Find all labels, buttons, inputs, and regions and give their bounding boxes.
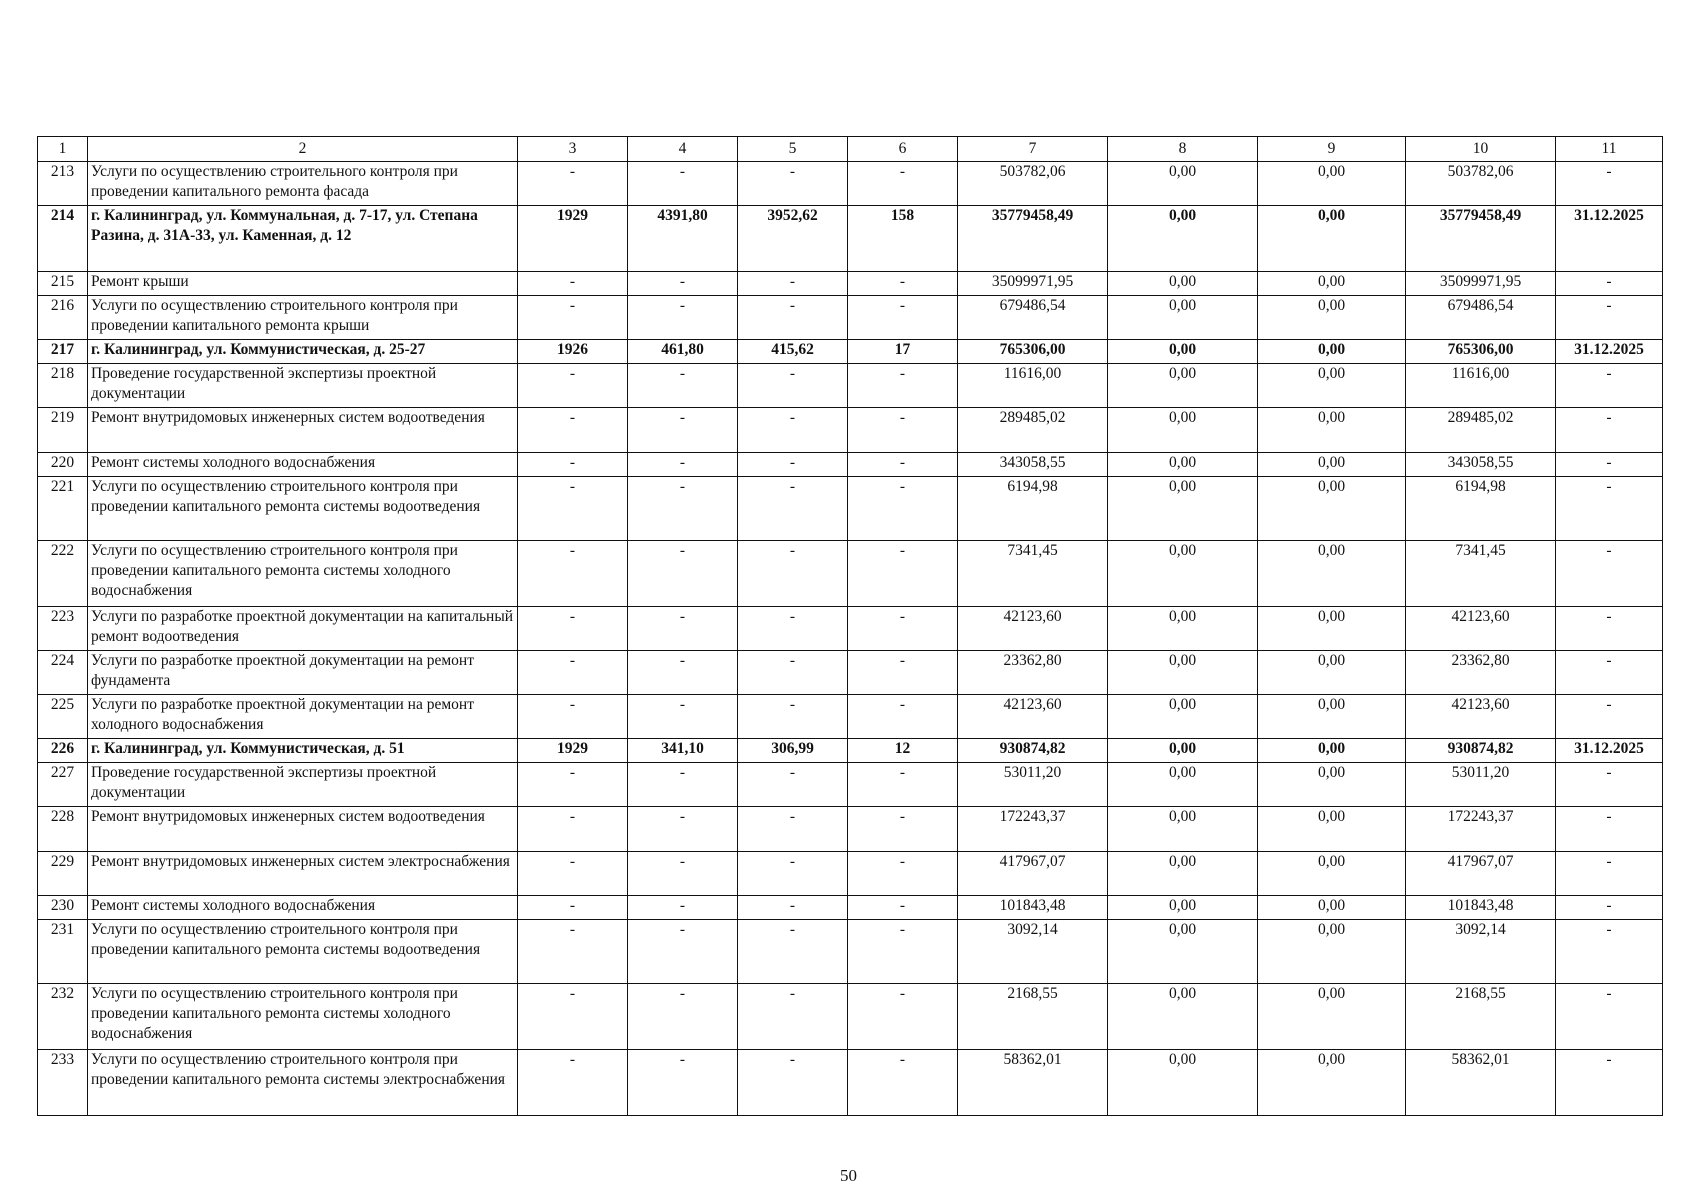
row-description: Услуги по осуществлению строительного контроля при проведении капитального ремонта системы водоотведения xyxy=(88,477,518,541)
cell-col-3: - xyxy=(518,453,628,477)
cell-col-3: - xyxy=(518,272,628,296)
cell-col-6: - xyxy=(848,896,958,920)
cell-col-8: 0,00 xyxy=(1108,364,1258,408)
cell-col-5: - xyxy=(738,651,848,695)
row-number: 214 xyxy=(38,206,88,272)
cell-col-10: 11616,00 xyxy=(1406,364,1556,408)
cell-col-7: 58362,01 xyxy=(958,1050,1108,1116)
cell-col-8: 0,00 xyxy=(1108,340,1258,364)
row-number: 222 xyxy=(38,541,88,607)
cell-col-8: 0,00 xyxy=(1108,920,1258,984)
cell-col-3: - xyxy=(518,651,628,695)
cell-col-5: - xyxy=(738,408,848,453)
cell-col-6: - xyxy=(848,453,958,477)
cell-col-7: 23362,80 xyxy=(958,651,1108,695)
cell-col-8: 0,00 xyxy=(1108,162,1258,206)
cell-col-11: - xyxy=(1556,296,1663,340)
cell-col-6: - xyxy=(848,763,958,807)
column-number: 10 xyxy=(1406,137,1556,162)
cell-col-4: - xyxy=(628,477,738,541)
cell-col-5: 415,62 xyxy=(738,340,848,364)
cell-col-7: 679486,54 xyxy=(958,296,1108,340)
row-description: Ремонт внутридомовых инженерных систем электроснабжения xyxy=(88,852,518,896)
cell-col-11: - xyxy=(1556,763,1663,807)
cell-col-11: - xyxy=(1556,852,1663,896)
row-description: Проведение государственной экспертизы проектной документации xyxy=(88,364,518,408)
cell-col-7: 42123,60 xyxy=(958,607,1108,651)
table-row xyxy=(38,453,1663,477)
cell-col-5: - xyxy=(738,364,848,408)
row-description: Ремонт системы холодного водоснабжения xyxy=(88,453,518,477)
cell-col-9: 0,00 xyxy=(1258,739,1406,763)
cell-col-3: - xyxy=(518,607,628,651)
table-row xyxy=(38,807,1663,852)
cell-col-10: 101843,48 xyxy=(1406,896,1556,920)
cell-col-4: - xyxy=(628,296,738,340)
cell-col-10: 23362,80 xyxy=(1406,651,1556,695)
cell-col-11: - xyxy=(1556,807,1663,852)
cell-col-4: - xyxy=(628,920,738,984)
cell-col-7: 6194,98 xyxy=(958,477,1108,541)
cell-col-3: - xyxy=(518,541,628,607)
row-description: Услуги по осуществлению строительного контроля при проведении капитального ремонта крыши xyxy=(88,296,518,340)
cell-col-6: - xyxy=(848,852,958,896)
cell-col-8: 0,00 xyxy=(1108,272,1258,296)
cell-col-10: 42123,60 xyxy=(1406,607,1556,651)
row-description: Услуги по осуществлению строительного контроля при проведении капитального ремонта системы водоотведения xyxy=(88,920,518,984)
row-number: 226 xyxy=(38,739,88,763)
cell-col-5: 306,99 xyxy=(738,739,848,763)
cell-col-10: 503782,06 xyxy=(1406,162,1556,206)
cell-col-9: 0,00 xyxy=(1258,408,1406,453)
table-row xyxy=(38,984,1663,1050)
cell-col-9: 0,00 xyxy=(1258,477,1406,541)
row-number: 220 xyxy=(38,453,88,477)
cell-col-3: - xyxy=(518,852,628,896)
cell-col-8: 0,00 xyxy=(1108,296,1258,340)
cell-col-11: - xyxy=(1556,695,1663,739)
cell-col-4: - xyxy=(628,408,738,453)
cell-col-9: 0,00 xyxy=(1258,984,1406,1050)
cell-col-9: 0,00 xyxy=(1258,852,1406,896)
cell-col-3: - xyxy=(518,296,628,340)
cell-col-4: 341,10 xyxy=(628,739,738,763)
cell-col-10: 6194,98 xyxy=(1406,477,1556,541)
cell-col-11: 31.12.2025 xyxy=(1556,206,1663,272)
cell-col-5: - xyxy=(738,852,848,896)
cell-col-7: 53011,20 xyxy=(958,763,1108,807)
cell-col-5: - xyxy=(738,984,848,1050)
cell-col-4: - xyxy=(628,896,738,920)
cell-col-4: - xyxy=(628,607,738,651)
table-row xyxy=(38,272,1663,296)
row-number: 215 xyxy=(38,272,88,296)
table-row xyxy=(38,408,1663,453)
cell-col-9: 0,00 xyxy=(1258,695,1406,739)
cell-col-5: - xyxy=(738,807,848,852)
cell-col-3: 1929 xyxy=(518,206,628,272)
cell-col-11: - xyxy=(1556,162,1663,206)
cell-col-4: - xyxy=(628,651,738,695)
cell-col-11: - xyxy=(1556,651,1663,695)
cell-col-10: 930874,82 xyxy=(1406,739,1556,763)
cell-col-5: - xyxy=(738,695,848,739)
table-row xyxy=(38,763,1663,807)
cell-col-10: 7341,45 xyxy=(1406,541,1556,607)
cell-col-3: - xyxy=(518,807,628,852)
cell-col-6: - xyxy=(848,651,958,695)
cell-col-6: - xyxy=(848,920,958,984)
cell-col-7: 930874,82 xyxy=(958,739,1108,763)
table-row xyxy=(38,1050,1663,1116)
table-row xyxy=(38,541,1663,607)
column-number: 1 xyxy=(38,137,88,162)
cell-col-5: - xyxy=(738,453,848,477)
cell-col-4: - xyxy=(628,453,738,477)
column-number: 3 xyxy=(518,137,628,162)
cell-col-9: 0,00 xyxy=(1258,651,1406,695)
cell-col-9: 0,00 xyxy=(1258,763,1406,807)
cell-col-9: 0,00 xyxy=(1258,206,1406,272)
cell-col-4: - xyxy=(628,852,738,896)
cell-col-7: 289485,02 xyxy=(958,408,1108,453)
cell-col-3: - xyxy=(518,1050,628,1116)
cell-col-11: - xyxy=(1556,541,1663,607)
cell-col-8: 0,00 xyxy=(1108,206,1258,272)
cell-col-9: 0,00 xyxy=(1258,607,1406,651)
cell-col-9: 0,00 xyxy=(1258,162,1406,206)
cell-col-6: - xyxy=(848,477,958,541)
cell-col-10: 289485,02 xyxy=(1406,408,1556,453)
cell-col-11: 31.12.2025 xyxy=(1556,340,1663,364)
cell-col-8: 0,00 xyxy=(1108,477,1258,541)
table-row xyxy=(38,162,1663,206)
column-number: 2 xyxy=(88,137,518,162)
cell-col-7: 11616,00 xyxy=(958,364,1108,408)
row-description: Услуги по разработке проектной документации на ремонт фундамента xyxy=(88,651,518,695)
cell-col-4: - xyxy=(628,807,738,852)
cell-col-6: - xyxy=(848,984,958,1050)
cell-col-5: 3952,62 xyxy=(738,206,848,272)
row-description: г. Калининград, ул. Коммунальная, д. 7-17, ул. Степана Разина, д. 31А-33, ул. Каменная, д. 12 xyxy=(88,206,518,272)
cell-col-7: 172243,37 xyxy=(958,807,1108,852)
cell-col-11: - xyxy=(1556,408,1663,453)
cell-col-8: 0,00 xyxy=(1108,739,1258,763)
row-description: Ремонт внутридомовых инженерных систем водоотведения xyxy=(88,408,518,453)
cell-col-8: 0,00 xyxy=(1108,541,1258,607)
row-number: 219 xyxy=(38,408,88,453)
cell-col-10: 679486,54 xyxy=(1406,296,1556,340)
table-body xyxy=(38,137,1663,1116)
cell-col-11: - xyxy=(1556,453,1663,477)
cell-col-9: 0,00 xyxy=(1258,807,1406,852)
row-description: Ремонт системы холодного водоснабжения xyxy=(88,896,518,920)
row-number: 217 xyxy=(38,340,88,364)
row-number: 223 xyxy=(38,607,88,651)
column-number: 9 xyxy=(1258,137,1406,162)
cell-col-9: 0,00 xyxy=(1258,296,1406,340)
column-number: 8 xyxy=(1108,137,1258,162)
cell-col-11: - xyxy=(1556,920,1663,984)
cell-col-4: 461,80 xyxy=(628,340,738,364)
cell-col-7: 7341,45 xyxy=(958,541,1108,607)
cell-col-6: 12 xyxy=(848,739,958,763)
cell-col-11: - xyxy=(1556,364,1663,408)
cell-col-6: - xyxy=(848,807,958,852)
cell-col-3: - xyxy=(518,162,628,206)
row-description: Услуги по осуществлению строительного контроля при проведении капитального ремонта фасада xyxy=(88,162,518,206)
cell-col-6: - xyxy=(848,607,958,651)
row-description: Услуги по разработке проектной документации на ремонт холодного водоснабжения xyxy=(88,695,518,739)
table-row xyxy=(38,364,1663,408)
cell-col-10: 42123,60 xyxy=(1406,695,1556,739)
cell-col-5: - xyxy=(738,541,848,607)
column-number: 7 xyxy=(958,137,1108,162)
row-description: г. Калининград, ул. Коммунистическая, д. 25-27 xyxy=(88,340,518,364)
row-number: 231 xyxy=(38,920,88,984)
row-number: 221 xyxy=(38,477,88,541)
table-row xyxy=(38,651,1663,695)
cell-col-4: 4391,80 xyxy=(628,206,738,272)
cell-col-9: 0,00 xyxy=(1258,272,1406,296)
cell-col-5: - xyxy=(738,896,848,920)
cell-col-7: 42123,60 xyxy=(958,695,1108,739)
cell-col-9: 0,00 xyxy=(1258,364,1406,408)
cell-col-7: 2168,55 xyxy=(958,984,1108,1050)
cell-col-3: 1929 xyxy=(518,739,628,763)
row-description: г. Калининград, ул. Коммунистическая, д. 51 xyxy=(88,739,518,763)
cell-col-9: 0,00 xyxy=(1258,453,1406,477)
cell-col-8: 0,00 xyxy=(1108,763,1258,807)
cell-col-10: 2168,55 xyxy=(1406,984,1556,1050)
cell-col-7: 765306,00 xyxy=(958,340,1108,364)
cell-col-6: - xyxy=(848,1050,958,1116)
row-description: Ремонт крыши xyxy=(88,272,518,296)
cell-col-9: 0,00 xyxy=(1258,541,1406,607)
cell-col-4: - xyxy=(628,1050,738,1116)
column-number: 6 xyxy=(848,137,958,162)
cell-col-6: - xyxy=(848,541,958,607)
cell-col-9: 0,00 xyxy=(1258,896,1406,920)
column-number: 4 xyxy=(628,137,738,162)
row-number: 232 xyxy=(38,984,88,1050)
cell-col-3: - xyxy=(518,920,628,984)
row-number: 213 xyxy=(38,162,88,206)
cell-col-6: - xyxy=(848,162,958,206)
cell-col-5: - xyxy=(738,296,848,340)
cell-col-9: 0,00 xyxy=(1258,340,1406,364)
cell-col-11: - xyxy=(1556,607,1663,651)
cell-col-8: 0,00 xyxy=(1108,408,1258,453)
cell-col-6: - xyxy=(848,695,958,739)
cell-col-5: - xyxy=(738,162,848,206)
cell-col-7: 503782,06 xyxy=(958,162,1108,206)
row-number: 218 xyxy=(38,364,88,408)
cell-col-5: - xyxy=(738,607,848,651)
cell-col-11: - xyxy=(1556,477,1663,541)
column-number: 11 xyxy=(1556,137,1663,162)
cell-col-11: - xyxy=(1556,272,1663,296)
cell-col-8: 0,00 xyxy=(1108,1050,1258,1116)
cell-col-8: 0,00 xyxy=(1108,807,1258,852)
table-row xyxy=(38,739,1663,763)
row-description: Проведение государственной экспертизы проектной документации xyxy=(88,763,518,807)
cell-col-3: - xyxy=(518,364,628,408)
cell-col-10: 417967,07 xyxy=(1406,852,1556,896)
cell-col-10: 172243,37 xyxy=(1406,807,1556,852)
row-description: Ремонт внутридомовых инженерных систем водоотведения xyxy=(88,807,518,852)
cell-col-8: 0,00 xyxy=(1108,651,1258,695)
row-number: 224 xyxy=(38,651,88,695)
table-row xyxy=(38,896,1663,920)
cell-col-10: 343058,55 xyxy=(1406,453,1556,477)
cell-col-3: - xyxy=(518,408,628,453)
cell-col-4: - xyxy=(628,695,738,739)
cell-col-6: - xyxy=(848,364,958,408)
cell-col-8: 0,00 xyxy=(1108,896,1258,920)
row-number: 227 xyxy=(38,763,88,807)
cell-col-6: 17 xyxy=(848,340,958,364)
table-row xyxy=(38,206,1663,272)
cell-col-5: - xyxy=(738,763,848,807)
cell-col-7: 417967,07 xyxy=(958,852,1108,896)
cell-col-3: 1926 xyxy=(518,340,628,364)
cell-col-10: 35779458,49 xyxy=(1406,206,1556,272)
column-number: 5 xyxy=(738,137,848,162)
cell-col-11: - xyxy=(1556,1050,1663,1116)
table-row xyxy=(38,477,1663,541)
cell-col-4: - xyxy=(628,541,738,607)
cell-col-6: - xyxy=(848,296,958,340)
cell-col-6: - xyxy=(848,272,958,296)
row-description: Услуги по осуществлению строительного контроля при проведении капитального ремонта системы холодного водоснабжения xyxy=(88,984,518,1050)
cell-col-11: - xyxy=(1556,984,1663,1050)
works-table xyxy=(37,136,1663,1116)
cell-col-10: 53011,20 xyxy=(1406,763,1556,807)
row-number: 229 xyxy=(38,852,88,896)
cell-col-5: - xyxy=(738,477,848,541)
cell-col-6: 158 xyxy=(848,206,958,272)
cell-col-6: - xyxy=(848,408,958,453)
cell-col-8: 0,00 xyxy=(1108,695,1258,739)
cell-col-10: 58362,01 xyxy=(1406,1050,1556,1116)
row-description: Услуги по разработке проектной документации на капитальный ремонт водоотведения xyxy=(88,607,518,651)
cell-col-10: 3092,14 xyxy=(1406,920,1556,984)
cell-col-7: 35099971,95 xyxy=(958,272,1108,296)
row-number: 216 xyxy=(38,296,88,340)
row-number: 228 xyxy=(38,807,88,852)
cell-col-7: 3092,14 xyxy=(958,920,1108,984)
cell-col-5: - xyxy=(738,272,848,296)
cell-col-10: 765306,00 xyxy=(1406,340,1556,364)
table-row xyxy=(38,852,1663,896)
table-row xyxy=(38,340,1663,364)
table-row xyxy=(38,607,1663,651)
row-description: Услуги по осуществлению строительного контроля при проведении капитального ремонта системы электроснабжения xyxy=(88,1050,518,1116)
table-row xyxy=(38,296,1663,340)
page-number: 50 xyxy=(840,1166,857,1185)
cell-col-10: 35099971,95 xyxy=(1406,272,1556,296)
column-number-row xyxy=(38,137,1663,162)
cell-col-7: 343058,55 xyxy=(958,453,1108,477)
row-number: 230 xyxy=(38,896,88,920)
cell-col-3: - xyxy=(518,477,628,541)
cell-col-11: 31.12.2025 xyxy=(1556,739,1663,763)
row-number: 233 xyxy=(38,1050,88,1116)
cell-col-3: - xyxy=(518,984,628,1050)
cell-col-11: - xyxy=(1556,896,1663,920)
cell-col-8: 0,00 xyxy=(1108,453,1258,477)
table-row xyxy=(38,695,1663,739)
cell-col-4: - xyxy=(628,272,738,296)
cell-col-4: - xyxy=(628,162,738,206)
cell-col-7: 35779458,49 xyxy=(958,206,1108,272)
cell-col-4: - xyxy=(628,763,738,807)
cell-col-9: 0,00 xyxy=(1258,920,1406,984)
cell-col-8: 0,00 xyxy=(1108,852,1258,896)
cell-col-3: - xyxy=(518,896,628,920)
cell-col-3: - xyxy=(518,695,628,739)
row-number: 225 xyxy=(38,695,88,739)
table-row xyxy=(38,920,1663,984)
cell-col-3: - xyxy=(518,763,628,807)
cell-col-5: - xyxy=(738,1050,848,1116)
cell-col-7: 101843,48 xyxy=(958,896,1108,920)
cell-col-4: - xyxy=(628,984,738,1050)
cell-col-4: - xyxy=(628,364,738,408)
cell-col-8: 0,00 xyxy=(1108,607,1258,651)
cell-col-5: - xyxy=(738,920,848,984)
cell-col-8: 0,00 xyxy=(1108,984,1258,1050)
row-description: Услуги по осуществлению строительного контроля при проведении капитального ремонта системы холодного водоснабжения xyxy=(88,541,518,607)
cell-col-9: 0,00 xyxy=(1258,1050,1406,1116)
